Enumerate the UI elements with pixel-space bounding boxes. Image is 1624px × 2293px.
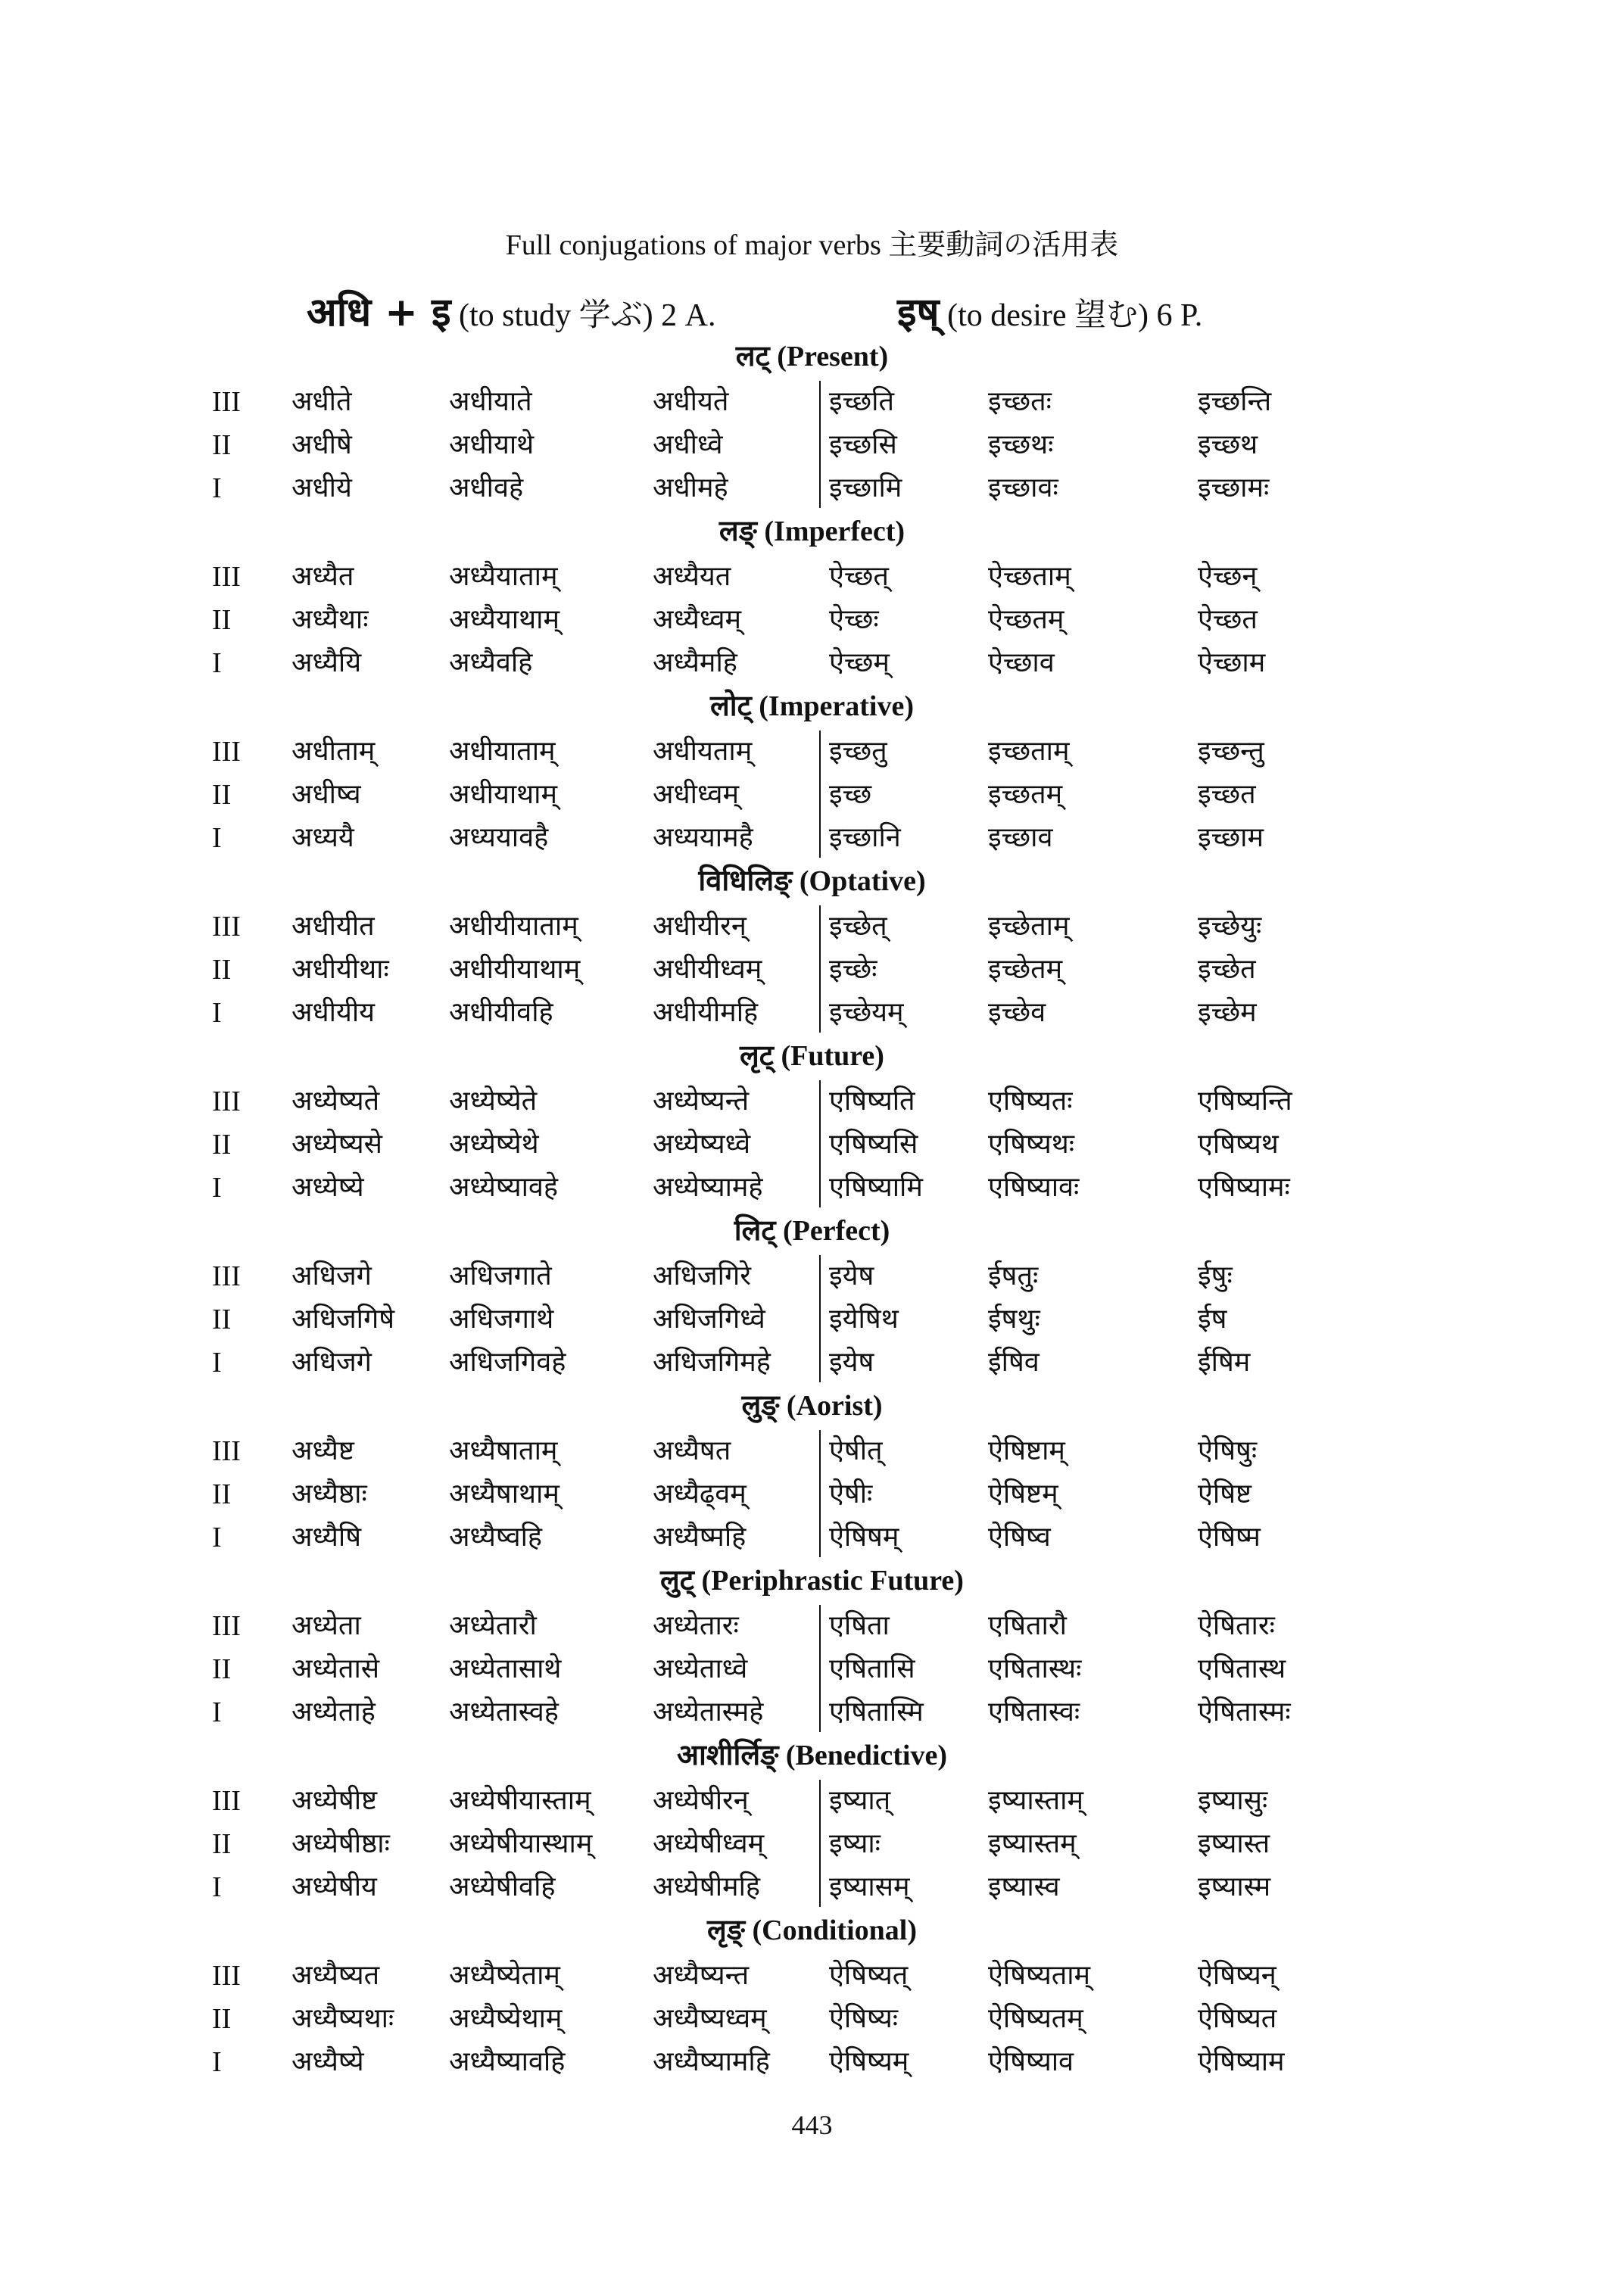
form-ish: एषितास्थ [1198,1653,1286,1684]
form-adhi-i: अधीयीरन् [653,911,747,942]
table-row [0,641,1624,685]
form-adhi-i: अध्यैध्वम् [653,604,742,635]
form-ish: ऐषिष्यत् [829,1960,909,1991]
form-ish: ऐच्छन् [1198,561,1258,592]
tense-sanskrit-name: लङ् [718,514,757,547]
form-ish: ईष [1198,1304,1227,1335]
form-ish: ऐच्छताम् [988,561,1071,592]
verb-root-study: अधि + इ [307,290,451,335]
tense-block [0,861,1624,1036]
form-adhi-i: अध्यैयत [653,561,731,592]
form-ish: ऐषिष्यतम् [988,2003,1083,2034]
column-divider [819,905,821,1033]
form-adhi-i: अध्येष्यध्वे [653,1129,751,1160]
tense-block [0,512,1624,687]
form-adhi-i: अध्यैयाताम् [449,561,558,592]
form-adhi-i: अध्येष्येते [449,1086,538,1117]
column-divider [819,1780,821,1907]
form-ish: ऐषिषुः [1198,1435,1258,1466]
form-adhi-i: अध्येष्यन्ते [653,1086,750,1117]
form-ish: ऐषिष्टाम् [988,1435,1065,1466]
form-ish: ऐच्छः [829,604,879,635]
tense-title [0,1736,1624,1774]
form-ish: इच्छेत [1198,954,1256,985]
form-ish: इच्छत [1198,779,1256,810]
form-adhi-i: अध्येष्येथे [449,1129,539,1160]
form-ish: इष्याः [829,1828,881,1859]
person-label: II [212,1828,232,1860]
table-row [0,1997,1624,2041]
table-row [0,1429,1624,1473]
form-ish: ऐषिष्टम् [988,1478,1058,1509]
tense-sanskrit-name: लिट् [734,1213,776,1247]
form-adhi-i: अधीध्वम् [653,779,740,810]
form-adhi-i: अध्यैषाताम् [449,1435,558,1466]
tense-title [0,512,1624,550]
verb-gloss-study: (to study 学ぶ) 2 A. [459,298,716,333]
tense-title [0,337,1624,375]
form-adhi-i: अध्येता [291,1610,361,1641]
form-adhi-i: अधीयाताम् [449,736,556,767]
table-row [0,1472,1624,1516]
form-ish: इयेषिथ [829,1304,899,1335]
form-adhi-i: अधीयीमहि [653,997,759,1028]
tense-sanskrit-name: लुङ् [741,1388,780,1422]
form-ish: ईषुः [1198,1260,1233,1291]
form-adhi-i: अध्येषीयास्थाम् [449,1828,593,1859]
person-label: II [212,1653,232,1685]
person-label: II [212,779,232,811]
tense-english-name: (Optative) [799,865,926,897]
table-row [0,598,1624,642]
form-ish: एषितास्थः [988,1653,1082,1684]
column-divider [819,1255,821,1382]
form-ish: ऐषिष्यन् [1198,1960,1276,1991]
form-adhi-i: अध्येषीध्वम् [653,1828,765,1859]
table-row [0,773,1624,817]
person-label: III [212,736,241,768]
tense-title [0,861,1624,899]
form-ish: ऐच्छाव [988,647,1055,678]
form-adhi-i: अधीध्वे [653,429,723,460]
form-ish: इच्छामः [1198,472,1270,503]
form-ish: इच्छथ [1198,429,1258,460]
form-adhi-i: अधीयताम् [653,736,753,767]
tense-english-name: (Benedictive) [785,1740,947,1771]
form-adhi-i: अधीयाते [449,386,532,417]
form-ish: एषिष्यथः [988,1129,1074,1160]
person-label: I [212,2046,222,2078]
form-adhi-i: अध्येषीरन् [653,1785,749,1816]
form-ish: इष्यास्ताम् [988,1785,1084,1816]
form-ish: इच्छेम [1198,997,1257,1028]
tense-title [0,1386,1624,1424]
person-label: II [212,2003,232,2035]
person-label: II [212,604,232,636]
form-ish: एषिष्यन्ति [1198,1086,1292,1117]
form-adhi-i: अधिजगे [291,1260,372,1291]
form-ish: ऐषितारः [1198,1610,1275,1641]
tense-block [0,1386,1624,1561]
form-adhi-i: अध्येष्ये [291,1172,364,1203]
form-adhi-i: अध्येष्यावहे [449,1172,559,1203]
tense-english-name: (Conditional) [752,1914,917,1946]
form-adhi-i: अध्यैथाः [291,604,369,635]
table-row [0,816,1624,860]
person-label: I [212,647,222,679]
tense-sanskrit-name: लट् [735,339,770,372]
form-adhi-i: अध्यैयि [291,647,362,678]
person-label: I [212,1871,222,1903]
verb-heading-study [307,284,716,338]
form-ish: एषिष्यामः [1198,1172,1290,1203]
form-ish: ऐषिष्ट [1198,1478,1252,1509]
form-adhi-i: अधिजगाथे [449,1304,554,1335]
form-adhi-i: अध्येतास्महे [653,1696,764,1728]
form-adhi-i: अध्यैवहि [449,647,533,678]
form-ish: इच्छेत् [829,911,887,942]
form-ish: इच्छेव [988,997,1046,1028]
form-adhi-i: अध्येताध्वे [653,1653,748,1684]
form-adhi-i: अध्यैढ्वम् [653,1478,747,1509]
form-adhi-i: अध्यैष्वहि [449,1522,543,1553]
tense-english-name: (Future) [781,1040,884,1072]
person-label: III [212,911,241,942]
form-ish: इष्यास्तम् [988,1828,1077,1859]
person-label: III [212,386,241,418]
person-label: III [212,1610,241,1642]
tense-sanskrit-name: लृङ् [707,1913,745,1946]
form-ish: ऐषिष्यम् [829,2046,909,2077]
form-ish: इच्छन्ति [1198,386,1272,417]
table-row [0,730,1624,774]
form-ish: इच्छानि [829,822,901,853]
form-adhi-i: अधीताम् [291,736,376,767]
person-label: II [212,1478,232,1510]
verb-heading-desire [897,284,1202,338]
form-adhi-i: अध्येष्यते [291,1086,380,1117]
tense-title [0,1036,1624,1074]
person-label: II [212,1129,232,1161]
table-row [0,1298,1624,1341]
form-ish: ईषिम [1198,1347,1251,1378]
table-row [0,1166,1624,1210]
form-adhi-i: अधीष्व [291,779,361,810]
form-adhi-i: अधीवहे [449,472,524,503]
form-adhi-i: अधीयीयाथाम् [449,954,581,985]
form-ish: एषिष्यथ [1198,1129,1279,1160]
table-row [0,1822,1624,1866]
form-ish: एषितास्मि [829,1696,924,1728]
tense-sanskrit-name: लोट् [710,689,752,722]
column-divider [819,731,821,858]
form-ish: इष्यात् [829,1785,891,1816]
person-label: I [212,1172,222,1204]
form-adhi-i: अधीयीय [291,997,376,1028]
form-adhi-i: अधीयाथाम् [449,779,558,810]
form-ish: ऐषिष्याम [1198,2046,1285,2077]
form-ish: एषिष्यति [829,1086,915,1117]
table-row [0,1516,1624,1559]
tense-title [0,1911,1624,1949]
form-ish: इच्छसि [829,429,897,460]
form-ish: ऐच्छत् [829,561,889,592]
form-ish: एषितासि [829,1653,915,1684]
form-ish: एषिष्यावः [988,1172,1080,1203]
person-label: III [212,1435,241,1467]
tense-title [0,687,1624,724]
table-row [0,466,1624,510]
form-ish: इच्छेताम् [988,911,1070,942]
form-adhi-i: अध्यैषि [291,1522,362,1553]
person-label: I [212,822,222,854]
tense-title [0,1561,1624,1599]
form-adhi-i: अध्यैष्यत [291,1960,380,1991]
person-label: I [212,1522,222,1553]
form-adhi-i: अध्यैष्ये [291,2046,364,2077]
form-ish: ऐषीः [829,1478,873,1509]
tense-english-name: (Imperfect) [764,516,906,547]
form-adhi-i: अध्येतासाथे [449,1653,562,1684]
form-adhi-i: अधिजगिवहे [449,1347,566,1378]
form-adhi-i: अधीमहे [653,472,728,503]
table-row [0,1865,1624,1909]
form-ish: ऐच्छाम [1198,647,1266,678]
form-ish: ईषथुः [988,1304,1040,1335]
person-label: III [212,1960,241,1992]
conjugation-table [0,337,1624,2086]
form-adhi-i: अधिजगिमहे [653,1347,771,1378]
verb-gloss-desire: (to desire 望む) 6 P. [947,298,1203,333]
form-ish: इष्यास्व [988,1871,1060,1902]
column-divider [819,1080,821,1207]
table-row [0,555,1624,599]
verb-headings [0,284,1624,337]
form-adhi-i: अध्ययै [291,822,354,853]
form-adhi-i: अध्येतासे [291,1653,380,1684]
form-adhi-i: अध्येतास्वहे [449,1696,559,1728]
form-adhi-i: अध्यैष्यामहि [653,2046,770,2077]
form-adhi-i: अधीयीयाताम् [449,911,578,942]
form-adhi-i: अधिजगिध्वे [653,1304,765,1335]
column-divider [819,1430,821,1557]
table-row [0,1254,1624,1298]
person-label: I [212,1347,222,1379]
form-adhi-i: अध्येषीष्ठाः [291,1828,390,1859]
table-row [0,380,1624,424]
form-ish: ऐषिष्व [988,1522,1051,1553]
form-adhi-i: अध्यैयाथाम् [449,604,560,635]
table-row [0,1647,1624,1691]
form-ish: एषितास्वः [988,1696,1080,1728]
table-row [0,991,1624,1035]
table-row [0,1604,1624,1648]
person-label: I [212,1696,222,1728]
tense-english-name: (Imperative) [759,690,914,722]
form-adhi-i: अधिजगे [291,1347,372,1378]
verb-root-desire: इष् [897,290,940,335]
form-adhi-i: अध्येतारौ [449,1610,537,1641]
form-ish: इष्यास्म [1198,1871,1271,1902]
form-ish: इयेष [829,1260,874,1291]
form-adhi-i: अध्यैष्यावहि [449,2046,566,2077]
table-row [0,905,1624,949]
form-adhi-i: अध्यैमहि [653,647,737,678]
tense-sanskrit-name: लुट् [660,1563,694,1597]
form-ish: एषिष्यतः [988,1086,1073,1117]
form-ish: ऐच्छत [1198,604,1258,635]
table-row [0,1779,1624,1823]
form-adhi-i: अध्येतारः [653,1610,739,1641]
tense-english-name: (Periphrastic Future) [701,1565,964,1597]
tense-block [0,1736,1624,1911]
form-ish: इच्छन्तु [1198,736,1264,767]
page-number: 443 [791,2110,833,2140]
person-label: III [212,1785,241,1817]
form-ish: ऐषिष्म [1198,1522,1261,1553]
person-label: II [212,954,232,986]
form-adhi-i: अध्येषीय [291,1871,377,1902]
form-ish: ऐषिष्यताम् [988,1960,1091,1991]
table-row [0,1690,1624,1734]
form-adhi-i: अध्यैषत [653,1435,731,1466]
form-adhi-i: अध्येषीवहि [449,1871,556,1902]
page-header-title: Full conjugations of major verbs 主要動詞の活用表 [505,229,1119,261]
form-adhi-i: अध्यैष्यथाः [291,2003,394,2034]
tense-sanskrit-name: लृट् [740,1039,774,1072]
tense-english-name: (Present) [777,341,889,372]
form-adhi-i: अध्यैष्यध्वम् [653,2003,767,2034]
form-ish: ऐषीत् [829,1435,883,1466]
table-row [0,1080,1624,1123]
form-ish: ऐच्छम् [829,647,890,678]
form-ish: इच्छ [829,779,872,810]
person-label: I [212,997,222,1029]
form-adhi-i: अधिजगिषे [291,1304,395,1335]
table-row [0,1123,1624,1167]
form-adhi-i: अधीते [291,386,352,417]
form-adhi-i: अध्यैष्ठाः [291,1478,367,1509]
form-ish: इष्यासम् [829,1871,910,1902]
form-adhi-i: अधीयीवहि [449,997,553,1028]
table-row [0,423,1624,467]
form-ish: इच्छताम् [988,736,1070,767]
form-ish: इच्छावः [988,472,1058,503]
form-ish: ऐच्छतम् [988,604,1064,635]
tense-block [0,337,1624,512]
form-ish: इच्छतु [829,736,887,767]
form-adhi-i: अध्येषीमहि [653,1871,761,1902]
form-ish: इच्छामि [829,472,902,503]
form-ish: एषिष्यामि [829,1172,923,1203]
form-ish: एषितारौ [988,1610,1067,1641]
tense-english-name: (Perfect) [782,1215,890,1247]
form-adhi-i: अध्येष्यामहे [653,1172,763,1203]
tense-block [0,1211,1624,1386]
form-adhi-i: अध्येताहे [291,1696,376,1728]
form-adhi-i: अधिजगाते [449,1260,552,1291]
form-adhi-i: अधीये [291,472,352,503]
form-adhi-i: अधीयते [653,386,729,417]
form-ish: ऐषितास्मः [1198,1696,1291,1728]
tense-block [0,1561,1624,1736]
form-adhi-i: अध्येषीष्ट [291,1785,378,1816]
column-divider [819,1605,821,1732]
form-ish: ईषतुः [988,1260,1039,1291]
form-ish: इच्छति [829,386,895,417]
tense-title [0,1211,1624,1249]
form-adhi-i: अधीयीथाः [291,954,389,985]
form-adhi-i: अधिजगिरे [653,1260,751,1291]
form-adhi-i: अधीयीत [291,911,375,942]
person-label: III [212,1086,241,1117]
person-label: III [212,561,241,593]
table-row [0,2040,1624,2084]
tense-block [0,687,1624,861]
column-divider [819,381,821,508]
tense-sanskrit-name: आशीर्लिङ् [677,1738,779,1771]
form-adhi-i: अध्यैष्येथाम् [449,2003,563,2034]
form-ish: इच्छेयुः [1198,911,1262,942]
form-ish: एषिता [829,1610,890,1641]
form-adhi-i: अध्येषीयास्ताम् [449,1785,591,1816]
tense-block [0,1911,1624,2086]
form-ish: ऐषिष्यत [1198,2003,1277,2034]
form-adhi-i: अध्यैषाथाम् [449,1478,560,1509]
form-ish: इच्छेः [829,954,877,985]
form-adhi-i: अध्यैष्येताम् [449,1960,560,1991]
form-ish: इच्छतम् [988,779,1063,810]
form-adhi-i: अधीयाथे [449,429,535,460]
form-adhi-i: अध्यैष्यन्त [653,1960,750,1991]
form-adhi-i: अध्यैष्महि [653,1522,747,1553]
form-ish: इच्छथः [988,429,1054,460]
form-adhi-i: अधीषे [291,429,352,460]
form-ish: इच्छेतम् [988,954,1063,985]
form-ish: इष्यासुः [1198,1785,1268,1816]
form-ish: ईषिव [988,1347,1040,1378]
person-label: III [212,1260,241,1292]
form-ish: इच्छाम [1198,822,1264,853]
form-ish: ऐषिष्याव [988,2046,1074,2077]
form-adhi-i: अध्येष्यसे [291,1129,382,1160]
form-adhi-i: अध्ययावहै [449,822,549,853]
form-ish: ऐषिष्यः [829,2003,898,2034]
form-adhi-i: अध्यैत [291,561,354,592]
table-row [0,1954,1624,1998]
form-ish: इष्यास्त [1198,1828,1270,1859]
tense-english-name: (Aorist) [786,1390,883,1422]
person-label: II [212,429,232,461]
form-ish: इच्छेयम् [829,997,904,1028]
tense-block [0,1036,1624,1211]
form-ish: इच्छाव [988,822,1053,853]
form-ish: एषिष्यसि [829,1129,918,1160]
person-label: I [212,472,222,504]
form-ish: ऐषिषम् [829,1522,899,1553]
table-row [0,1341,1624,1385]
form-ish: इयेष [829,1347,874,1378]
form-adhi-i: अधीयीध्वम् [653,954,762,985]
form-adhi-i: अध्यैष्ट [291,1435,354,1466]
tense-sanskrit-name: विधिलिङ् [698,864,793,897]
table-row [0,948,1624,992]
form-adhi-i: अध्ययामहै [653,822,753,853]
form-ish: इच्छतः [988,386,1052,417]
person-label: II [212,1304,232,1335]
